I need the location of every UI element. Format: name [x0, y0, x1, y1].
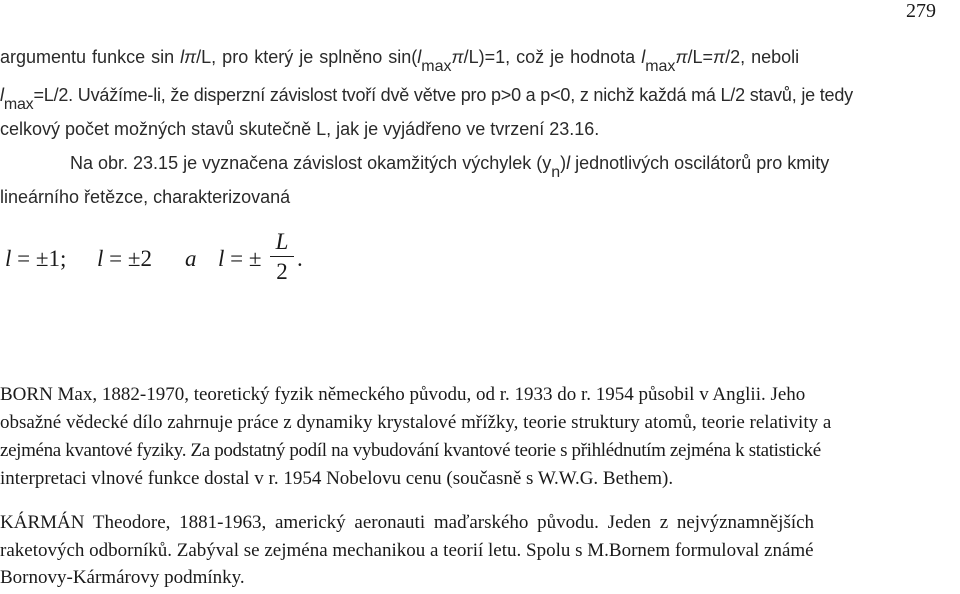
formula-period: . — [297, 246, 303, 271]
paragraph-2-line-1: Na obr. 23.15 je vyznačena závislost okamžitých výchylek (yn)l jednotlivých oscilátorů pro kmity — [70, 153, 830, 181]
fraction-denominator: 2 — [276, 259, 288, 284]
formula-term-3: l = ± — [218, 246, 262, 271]
formula-and: a — [185, 246, 197, 271]
karman-line-3: Bornovy-Kármárovy podmínky. — [0, 567, 245, 588]
paragraph-1-line-1: argumentu funkce sin lπ/L, pro který je splněno sin(lmaxπ/L)=1, což je hodnota lmaxπ/L=π/2, neboli — [0, 47, 800, 75]
paragraph-1-line-3: celkový počet možných stavů skutečně L, jak je vyjádřeno ve tvrzení 23.16. — [0, 119, 600, 139]
formula — [5, 228, 405, 300]
paragraph-1-line-2: lmax=L/2. Uvážíme-li, že disperzní závislost tvoří dvě větve pro p>0 a p<0, z nichž každá má L/2 stavů, je tedy — [0, 85, 853, 113]
formula-fraction — [270, 228, 294, 287]
born-line-1: BORN Max, 1882-1970, teoretický fyzik německého původu, od r. 1933 do r. 1954 působil v Anglii. Jeho — [0, 384, 806, 405]
karman-line-1: KÁRMÁN Theodore, 1881-1963, americký aeronauti maďarského původu. Jeden z nejvýznamnějších — [0, 512, 815, 533]
born-line-4: interpretaci vlnové funkce dostal v r. 1954 Nobelovu cenu (současně s W.W.G. Bethem). — [0, 468, 674, 489]
fraction-numerator: L — [275, 229, 289, 254]
page-number: 279 — [906, 0, 936, 22]
born-line-3: zejména kvantové fyziky. Za podstatný podíl na vybudování kvantové teorie s přihlédnutím zejména k statistické — [0, 440, 821, 461]
born-line-2: obsažné vědecké dílo zahrnuje práce z dynamiky krystalové mřížky, teorie struktury atomů, teorie relativity a — [0, 412, 832, 433]
karman-line-2: raketových odborníků. Zabýval se zejména mechanikou a teorií letu. Spolu s M.Bornem formuloval známé — [0, 540, 814, 561]
formula-term-2: l = ±2 — [97, 246, 152, 271]
paragraph-2-line-2: lineárního řetězce, charakterizovaná — [0, 187, 291, 207]
formula-term-1: l = ±1; — [5, 246, 67, 271]
